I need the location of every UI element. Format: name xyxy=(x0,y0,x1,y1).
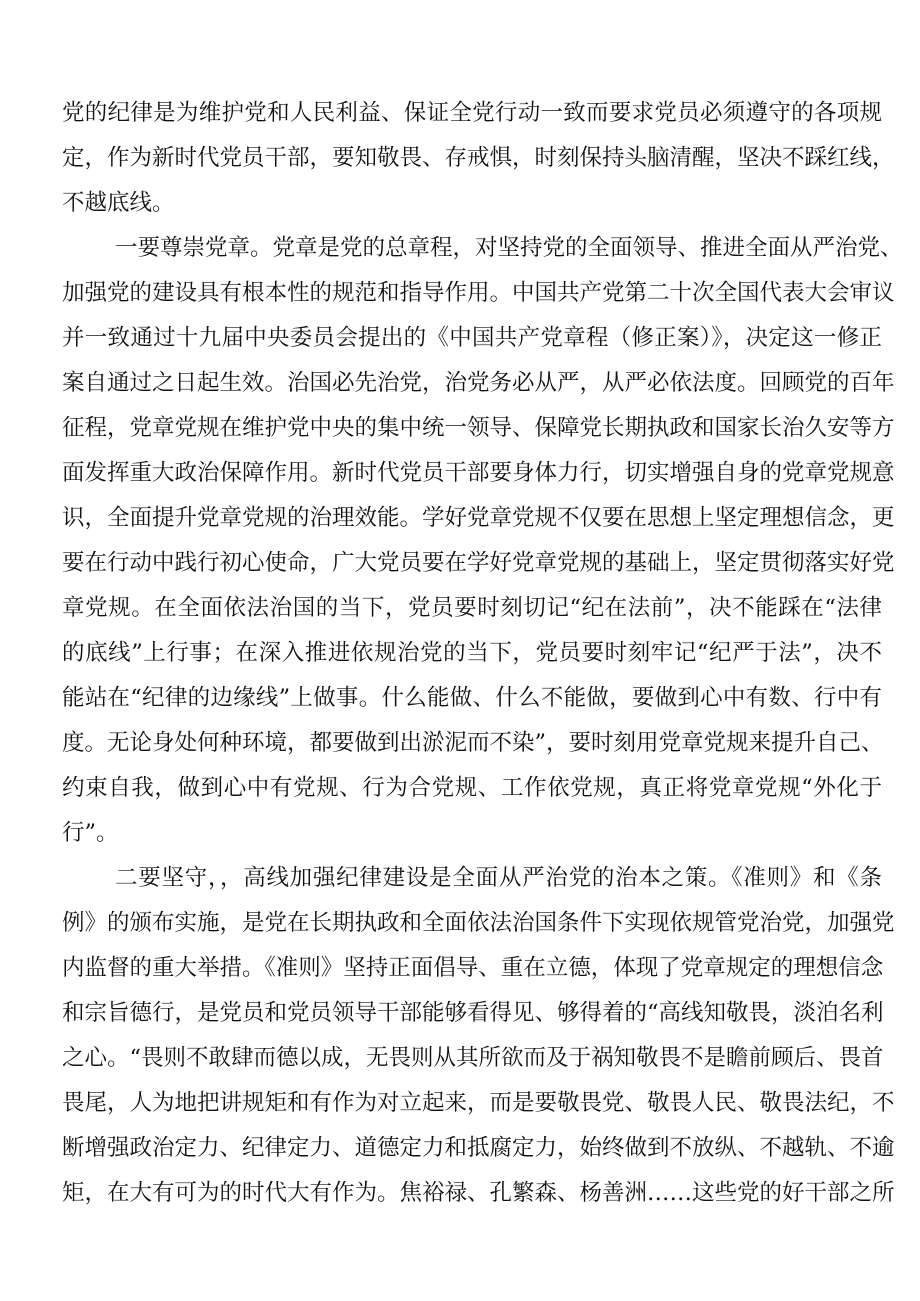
text-line: 和宗旨德行，是党员和党员领导干部能够看得见、够得着的“高线知敬畏，淡泊名利 xyxy=(62,1000,884,1026)
text-line: 定，作为新时代党员干部，要知敬畏、存戒惧，时刻保持头脑清醒，坚决不踩红线， xyxy=(62,145,895,171)
text-line: 能站在“纪律的边缘线”上做事。什么能做、什么不能做，要做到心中有数、行中有 xyxy=(62,685,882,711)
text-line: 矩，在大有可为的时代大有作为。焦裕禄、孔繁森、杨善洲……这些党的好干部之所 xyxy=(62,1180,895,1206)
text-line: 案自通过之日起生效。治国必先治党，治党务必从严，从严必依法度。回顾党的百年 xyxy=(62,370,895,396)
text-line: 要在行动中践行初心使命，广大党员要在学好党章党规的基础上，坚定贯彻落实好党 xyxy=(62,550,895,576)
text-line: 章党规。在全面依法治国的当下，党员要时刻切记“纪在法前”，决不能踩在“法律 xyxy=(62,595,882,621)
text-line: 度。无论身处何种环境，都要做到出淤泥而不染”，要时刻用党章党规来提升自己、 xyxy=(62,730,884,756)
text-line: 党的纪律是为维护党和人民利益、保证全党行动一致而要求党员必须遵守的各项规 xyxy=(62,100,882,126)
text-line: 面发挥重大政治保障作用。新时代党员干部要身体力行，切实增强自身的党章党规意 xyxy=(62,460,895,486)
paragraph-first-line: 一要尊崇党章。党章是党的总章程，对坚持党的全面领导、推进全面从严治党、 xyxy=(115,235,903,261)
text-line: 畏尾，人为地把讲规矩和有作为对立起来，而是要敬畏党、敬畏人民、敬畏法纪，不 xyxy=(62,1090,895,1116)
text-line: 之心。“畏则不敢肆而德以成，无畏则从其所欲而及于祸知敬畏不是瞻前顾后、畏首 xyxy=(62,1045,884,1071)
text-line: 内监督的重大举措。《准则》坚持正面倡导、重在立德，体现了党章规定的理想信念 xyxy=(62,955,884,981)
text-line: 断增强政治定力、纪律定力、道德定力和抵腐定力，始终做到不放纵、不越轨、不逾 xyxy=(62,1135,895,1161)
text-line: 例》的颁布实施，是党在长期执政和全面依法治国条件下实现依规管党治党，加强党 xyxy=(62,910,895,936)
text-line: 行”。 xyxy=(62,820,119,846)
text-line: 征程，党章党规在维护党中央的集中统一领导、保障党长期执政和国家长治久安等方 xyxy=(62,415,895,441)
text-line: 不越底线。 xyxy=(62,190,175,216)
text-line: 识，全面提升党章党规的治理效能。学好党章党规不仅要在思想上坚定理想信念，更 xyxy=(62,505,895,531)
paragraph-first-line: 二要坚守，，高线加强纪律建设是全面从严治党的治本之策。《准则》和《条 xyxy=(115,865,882,891)
text-line: 并一致通过十九届中央委员会提出的《中国共产党章程（修正案）》，决定这一修正 xyxy=(62,325,882,351)
text-line: 加强党的建设具有根本性的规范和指导作用。中国共产党第二十次全国代表大会审议 xyxy=(62,280,895,306)
text-line: 的底线”上行事；在深入推进依规治党的当下，党员要时刻牢记“纪严于法”，决不 xyxy=(62,640,882,666)
text-line: 约束自我，做到心中有党规、行为合党规、工作依党规，真正将党章党规“外化于 xyxy=(62,775,882,801)
